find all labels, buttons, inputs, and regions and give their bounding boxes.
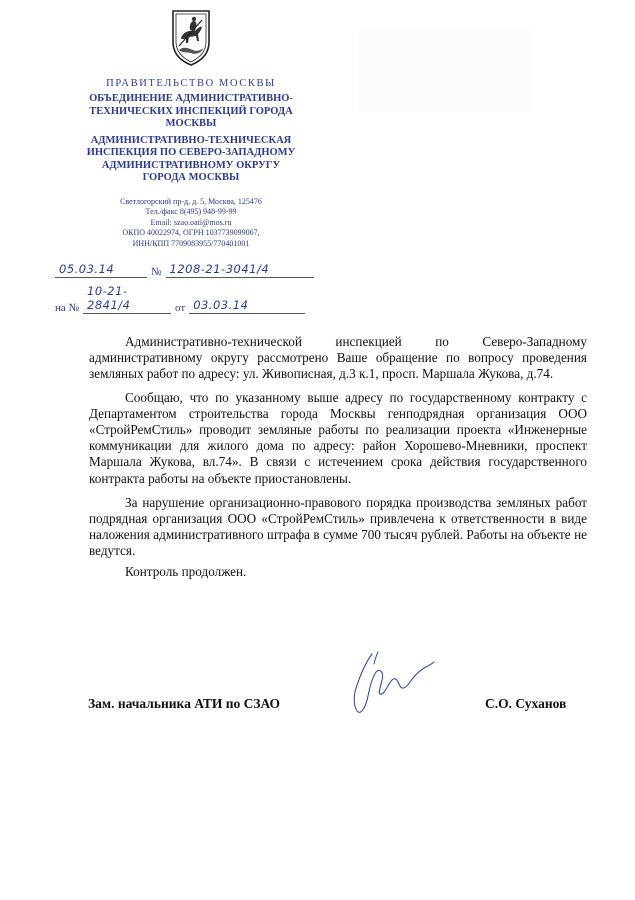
contact-inn: ИНН/КПП 7709083955/770401001 bbox=[132, 238, 250, 248]
contact-details bbox=[60, 197, 322, 250]
letter-body bbox=[89, 334, 587, 587]
government-title: ПРАВИТЕЛЬСТВО МОСКВЫ bbox=[106, 78, 276, 89]
reference-row bbox=[55, 284, 305, 314]
inspection-name bbox=[60, 135, 322, 185]
organization-line: ТЕХНИЧЕСКИХ ИНСПЕКЦИЙ ГОРОДА bbox=[89, 105, 293, 117]
body-paragraph: За нарушение организационно-правового порядка производства земляных работ подрядная организация ООО «СтройРемСтиль» привлечена к ответственности в виде наложения административного штрафа в сумме 700 тысяч рублей. Работы на объекте не ведутся. bbox=[89, 494, 587, 559]
outgoing-number: 1208-21-3041/4 bbox=[166, 262, 314, 278]
body-paragraph: Административно-технической инспекцией по Северо-Западному административному округу рассмотрено Ваше обращение по вопросу проведения земляных работ по адресу: ул. Живописная, д.3 к.1, просп. Маршала Жукова, д.74. bbox=[89, 334, 587, 382]
inspection-line: АДМИНИСТРАТИВНО-ТЕХНИЧЕСКАЯ bbox=[90, 134, 292, 146]
inspection-line: АДМИНИСТРАТИВНОМУ ОКРУГУ bbox=[101, 159, 281, 171]
signer-name: С.О. Суханов bbox=[485, 696, 567, 711]
contact-email: Email: szao.oati@mos.ru bbox=[150, 217, 232, 227]
contact-phone: Тел./факс 8(495) 948-99-99 bbox=[145, 207, 237, 216]
organization-line: ОБЪЕДИНЕНИЕ АДМИНИСТРАТИВНО- bbox=[89, 93, 293, 104]
inspection-line: ИНСПЕКЦИЯ ПО СЕВЕРО-ЗАПАДНОМУ bbox=[86, 147, 296, 158]
signer-title: Зам. начальника АТИ по СЗАО bbox=[88, 696, 281, 711]
registration-row bbox=[55, 262, 314, 278]
contact-okpo: ОКПО 40022974, ОГРН 1037739099067, bbox=[122, 228, 260, 237]
moscow-coat-of-arms-icon bbox=[169, 8, 213, 68]
number-label: № bbox=[151, 266, 162, 278]
body-paragraph: Сообщаю, что по указанному выше адресу по государственному контракту с Департаментом строительства города Москвы генподрядная организация ООО «СтройРемСтиль» проводит земляные работы по реализации проекта «Инженерные коммуникации для жилого дома по адресу: район Хорошево-Мневники, проспект Маршала Жукова, вл.74». В связи с истечением срока действия государственного контракта работы на объекте приостановлены. bbox=[89, 389, 587, 486]
blank-stamp-area bbox=[358, 30, 534, 112]
body-paragraph: Контроль продолжен. bbox=[125, 563, 247, 579]
reference-from-label: от bbox=[175, 302, 186, 314]
inspection-line: ГОРОДА МОСКВЫ bbox=[142, 172, 240, 183]
outgoing-date: 05.03.14 bbox=[55, 262, 147, 278]
reference-date: 03.03.14 bbox=[189, 298, 305, 314]
organization-line: МОСКВЫ bbox=[165, 118, 217, 129]
handwritten-signature bbox=[342, 648, 436, 720]
reference-number: 10-21-2841/4 bbox=[83, 284, 171, 314]
letterhead bbox=[60, 8, 322, 249]
organization-name bbox=[60, 93, 322, 131]
contact-address: Светлогорский пр-д, д. 5, Москва, 125476 bbox=[120, 196, 262, 206]
reference-number-label: на № bbox=[55, 302, 80, 314]
